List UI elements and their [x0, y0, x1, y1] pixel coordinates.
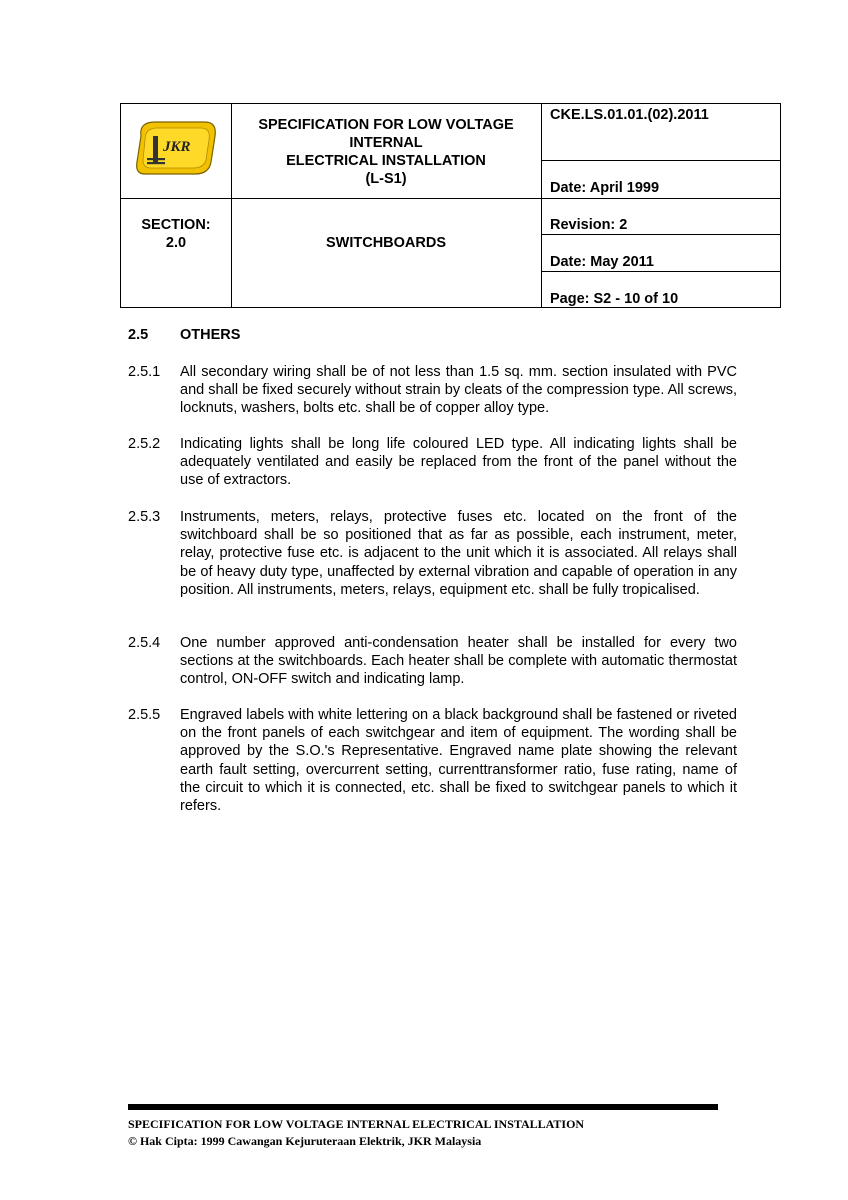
header-divider: [541, 104, 542, 307]
clause-text: Engraved labels with white lettering on a black background shall be fastened or riveted on the front panels of each switchgear and item of equipment. The wording shall be approved by the S.O.'s Representative. Engraved name plate showing the relevant earth fault setting, overcurrent setting, currenttransformer ratio, fuse rating, name of the circuit to which it is connected, etc. shall be fixed to switchgear panels to which it refers.: [180, 707, 737, 815]
clause-number: 2.5.3: [128, 509, 161, 525]
section-number: 2.0: [165, 235, 187, 251]
clause-text: Instruments, meters, relays, protective fuses etc. located on the front of the switchboard shall be so positioned that as far as possible, each instrument, meter, relay, protective fuse etc. is adjacent to the unit which it is associated. All relays shall be of heavy duty type, unaffected by external vibration and capable of operation in any position. All instruments, meters, relays, equipment etc. shall be fully tropicalised.: [180, 509, 737, 598]
document-title: [231, 116, 541, 188]
page-number: Page: S2 - 10 of 10: [550, 291, 679, 307]
document-header-table: [120, 103, 781, 308]
revision-number: Revision: 2: [550, 217, 628, 233]
section-label: SECTION:: [141, 217, 211, 233]
footer-rule: [128, 1104, 718, 1110]
clause-number: 2.5.5: [128, 707, 161, 723]
title-line: ELECTRICAL INSTALLATION: [286, 153, 486, 169]
title-line: INTERNAL: [349, 135, 423, 151]
section-heading-number: 2.5: [128, 327, 149, 343]
header-divider: [541, 234, 780, 235]
document-code: CKE.LS.01.01.(02).2011: [550, 107, 709, 123]
header-divider: [541, 160, 780, 161]
original-date: Date: April 1999: [550, 180, 660, 196]
section-heading-title: OTHERS: [180, 327, 241, 343]
header-divider: [541, 198, 780, 199]
header-divider: [541, 271, 780, 272]
logo-text: JKR: [163, 139, 191, 155]
revision-date: Date: May 2011: [550, 254, 654, 270]
title-line: SPECIFICATION FOR LOW VOLTAGE: [258, 117, 514, 133]
section-cell: [121, 216, 231, 252]
clause-number: 2.5.1: [128, 364, 161, 380]
clause-text: Indicating lights shall be long life coloured LED type. All indicating lights shall be adequately ventilated and easily be replaced from the front of the panel without the use of extractors.: [180, 436, 737, 489]
clause-number: 2.5.2: [128, 436, 161, 452]
clause-text: All secondary wiring shall be of not less than 1.5 sq. mm. section insulated with PVC and shall be fixed securely without strain by cleats of the compression type. All screws, locknuts, washers, bolts etc. shall be of copper alloy type.: [180, 364, 737, 417]
footer-copyright: © Hak Cipta: 1999 Cawangan Kejuruteraan Elektrik, JKR Malaysia: [128, 1134, 482, 1148]
footer-title: SPECIFICATION FOR LOW VOLTAGE INTERNAL ELECTRICAL INSTALLATION: [128, 1117, 585, 1131]
title-line: (L-S1): [365, 171, 407, 187]
section-title: SWITCHBOARDS: [325, 235, 447, 251]
clause-number: 2.5.4: [128, 635, 161, 651]
jkr-logo: [131, 118, 219, 178]
header-divider: [121, 198, 541, 199]
clause-text: One number approved anti-condensation heater shall be installed for every two sections at the switchboards. Each heater shall be complete with automatic thermostat control, ON-OFF switch and indicating lamp.: [180, 635, 737, 688]
